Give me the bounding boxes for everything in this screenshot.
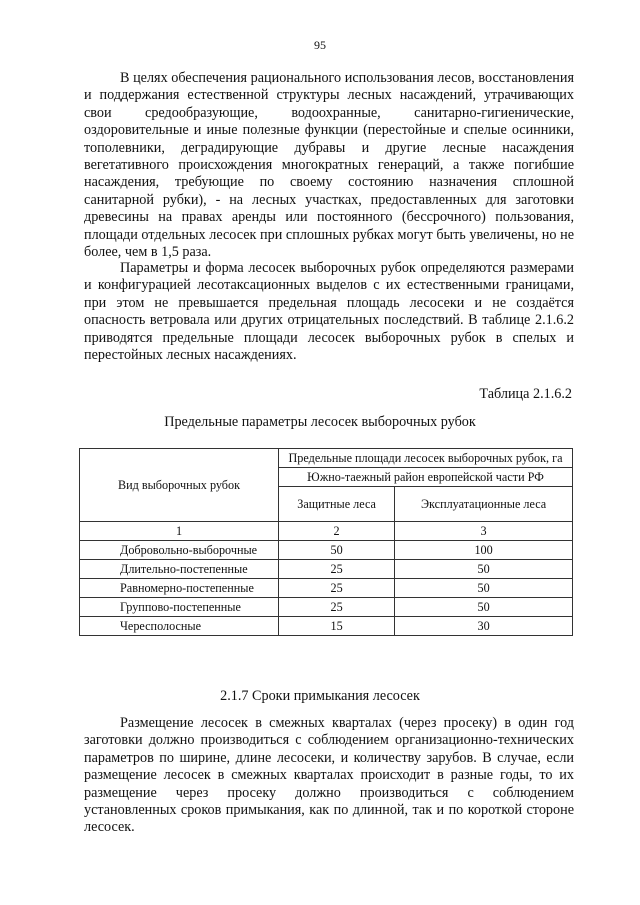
row-exploitation: 50 [395,598,573,617]
header-protective: Защитные леса [279,487,395,522]
row-cut-type: Чересполосные [80,617,279,636]
paragraph-3 [84,715,574,837]
row-exploitation: 50 [395,560,573,579]
table-row [80,579,573,598]
paragraph-2 [84,260,574,364]
table-title: Предельные параметры лесосек выборочных рубок [164,414,476,430]
row-exploitation: 100 [395,541,573,560]
row-protective: 25 [279,560,395,579]
row-protective: 25 [279,579,395,598]
header-cut-type: Вид выборочных рубок [80,449,279,522]
table-row [80,598,573,617]
header-region: Южно-таежный район европейской части РФ [279,468,573,487]
paragraph-1 [84,70,574,261]
row-protective: 50 [279,541,395,560]
paragraph-2-text: Параметры и форма лесосек выборочных рубок определяются размерами и конфигурацией лесотаксационных выделов с их естественными границами, при этом не превышается предельная площадь лесосеки и не создаётся опасность ветровала или других отрицательных последствий. В таблице 2.1.6.2 приводятся предельные площади лесосек выборочных рубок в спелых и перестойных лесных насаждениях. [84,260,574,364]
paragraph-3-text: Размещение лесосек в смежных кварталах (через просеку) в один год заготовки должно производиться с соблюдением организационно-технических параметров по ширине, длине лесосеки, и количеству зарубов. В случае, если размещение лесосек в смежных кварталах происходит в разные годы, то их размещение через просеку должно производиться с соблюдением установленных сроков примыкания, как по длинной, так и по короткой стороне лесосек. [84,715,574,836]
page-number: 95 [314,38,326,52]
table-row [80,560,573,579]
table-number-row [80,522,573,541]
table-header-row [80,449,573,468]
row-exploitation: 30 [395,617,573,636]
header-exploitation: Эксплуатационные леса [395,487,573,522]
table-row [80,541,573,560]
row-cut-type: Равномерно-постепенные [80,579,279,598]
parameters-table [79,448,573,636]
table-row [80,617,573,636]
row-protective: 25 [279,598,395,617]
section-heading: 2.1.7 Сроки примыкания лесосек [220,688,420,704]
row-cut-type: Длительно-постепенные [80,560,279,579]
table-label: Таблица 2.1.6.2 [479,386,572,402]
column-number: 1 [80,522,279,541]
row-protective: 15 [279,617,395,636]
row-exploitation: 50 [395,579,573,598]
paragraph-1-text: В целях обеспечения рационального использования лесов, восстановления и поддержания естественной структуры лесных насаждений, утрачивающих свои средообразующие, водоохранные, санитарно-гигиенические, оздоровительные и иные полезные функции (перестойные и спелые осинники, тополевники, деградирующие дубравы и другие лесные насаждения вегетативного происхождения многократных генераций, а также погибшие насаждения, требующие по своему состоянию назначения сплошной санитарной рубки), - на лесных участках, предоставленных для заготовки древесины на правах аренды или постоянного (бессрочного) пользования, площади отдельных лесосек при сплошных рубках могут быть увеличены, но не более, чем в 1,5 раза. [84,70,574,261]
column-number: 3 [395,522,573,541]
row-cut-type: Добровольно-выборочные [80,541,279,560]
header-area: Предельные площади лесосек выборочных рубок, га [279,449,573,468]
column-number: 2 [279,522,395,541]
row-cut-type: Группово-постепенные [80,598,279,617]
